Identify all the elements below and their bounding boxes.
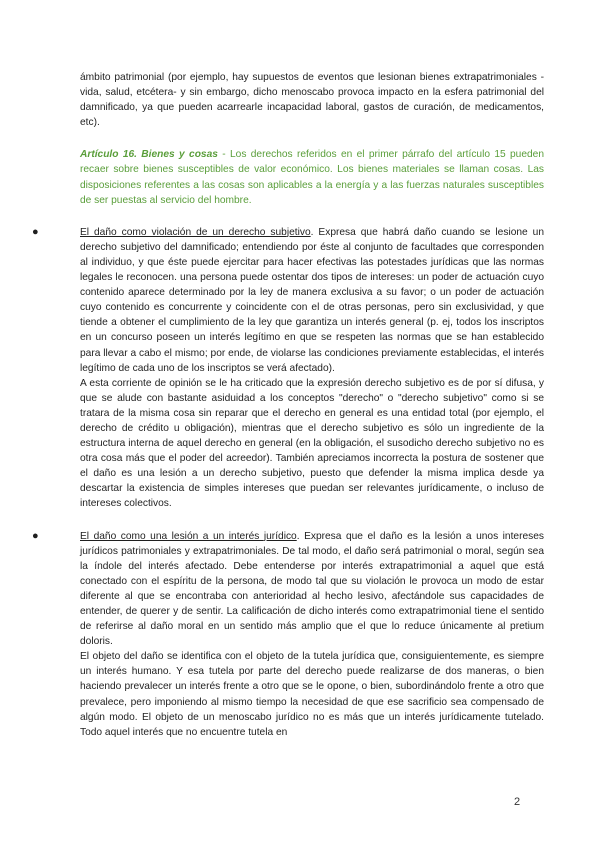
list-item-title: El daño como violación de un derecho subjetivo xyxy=(80,226,311,238)
intro-paragraph: ámbito patrimonial (por ejemplo, hay supuestos de eventos que lesionan bienes extrapatrimoniales -vida, salud, etcétera- y sin embargo, dicho menoscabo provoca impacto en la esfera patrimonial del damnificado, ya que pueden acarrearle incapacidad laboral, gastos de curación, de medicamentos, etc). xyxy=(80,72,544,129)
list-item-continuation: A esta corriente de opinión se le ha criticado que la expresión derecho subjetivo es de por sí difusa, y que se alude con bastante asiduidad a los conceptos "derecho" o "derecho subjetivo" como si se tratara de la misma cosa sin reparar que el derecho en general es una entidad total (por ejemplo, el derecho de crédito u obligación), mientras que el derecho subjetivo es sólo un ingrediente de la estructura interna de aquel derecho en general (en la obligación, el susodicho derecho subjetivo no es otra cosa más que el poder del acreedor). También apreciamos incorrecta la postura de sostener que el daño es una lesión a un derecho subjetivo, puesto que defender la misma implica desde ya descartar la existencia de simples intereses que puedan ser relevantes jurídicamente, o incluso de intereses colectivos. xyxy=(80,377,544,510)
list-item-interes-juridico xyxy=(32,529,545,740)
list-item-paragraph xyxy=(80,225,544,376)
list-item-text: . Expresa que el daño es la lesión a unos intereses jurídicos patrimoniales y extrapatrimoniales. De tal modo, el daño será patrimonial o moral, según sea la índole del interés afectado. Debe entenderse por interés extrapatrimonial a aquel que está conectado con el espíritu de la persona, de modo tal que su violación le provoca un modo de estar diferente al que se encontraba con anterioridad al hecho lesivo, afectándole sus capacidades de entender, de querer y de sentir. La calificación de dicho interés como extrapatrimonial tiene el sentido de referirse al daño moral en un sentido más amplio que el que lo reduce únicamente al pretium doloris. xyxy=(80,530,545,648)
list-item-derecho-subjetivo xyxy=(32,225,544,512)
bullet-icon: ● xyxy=(32,529,39,542)
article-16-paragraph xyxy=(80,147,544,207)
page-number: 2 xyxy=(514,796,521,808)
list-item-title: El daño como una lesión a un interés jurídico xyxy=(80,530,297,542)
article-16-text: - Los derechos referidos en el primer párrafo del artículo 15 pueden recaer sobre bienes susceptibles de valor económico. Los bienes materiales se llaman cosas. Las disposiciones referentes a las cosas son aplicables a la energía y a las fuerzas naturales susceptibles de ser puestas al servicio del hombre. xyxy=(80,149,544,206)
list-item-continuation: El objeto del daño se identifica con el objeto de la tutela jurídica que, consiguientemente, es siempre un interés humano. Y esa tutela por parte del derecho puede realizarse de dos maneras, o bien haciendo prevalecer un interés frente a otro que se le opone, o bien, subordinándolo frente a otro que prevalece, pero imponiendo al mismo tiempo la necesidad de que ese sacrificio sea compensado de algún modo. El objeto de un menoscabo jurídico no es más que un interés jurídicamente tutelado. Todo aquel interés que no encuentre tutela en xyxy=(80,651,544,738)
list-item-text: . Expresa que habrá daño cuando se lesione un derecho subjetivo del damnificado; entendiendo por éste al conjunto de facultades que corresponden al individuo, y que éste puede ejercitar para hacer efectivas las potestades jurídicas que las normas legales le reconocen. una persona puede ostentar dos tipos de intereses: un poder de actuación cuyo contenido aparece determinado por la ley de manera exclusiva a su favor; o un poder de actuación cuyo contenido es concurrente y coincidente con el de otras personas, pero sin exclusividad, y que tiende a obtener el cumplimiento de la ley que garantiza un interés general (p. ej, todos los inscriptos en un concurso poseen un interés legítimo en que se respeten las normas que se han establecido para llevar a cabo el mismo; por ende, de violarse las condiciones previamente establecidas, el interés legítimo de cada uno de los inscriptos se verá afectado). xyxy=(80,226,544,374)
page-content xyxy=(32,70,545,757)
list-item-paragraph xyxy=(80,529,544,650)
bullet-icon: ● xyxy=(32,225,39,238)
article-16-heading: Artículo 16. Bienes y cosas xyxy=(80,149,218,161)
